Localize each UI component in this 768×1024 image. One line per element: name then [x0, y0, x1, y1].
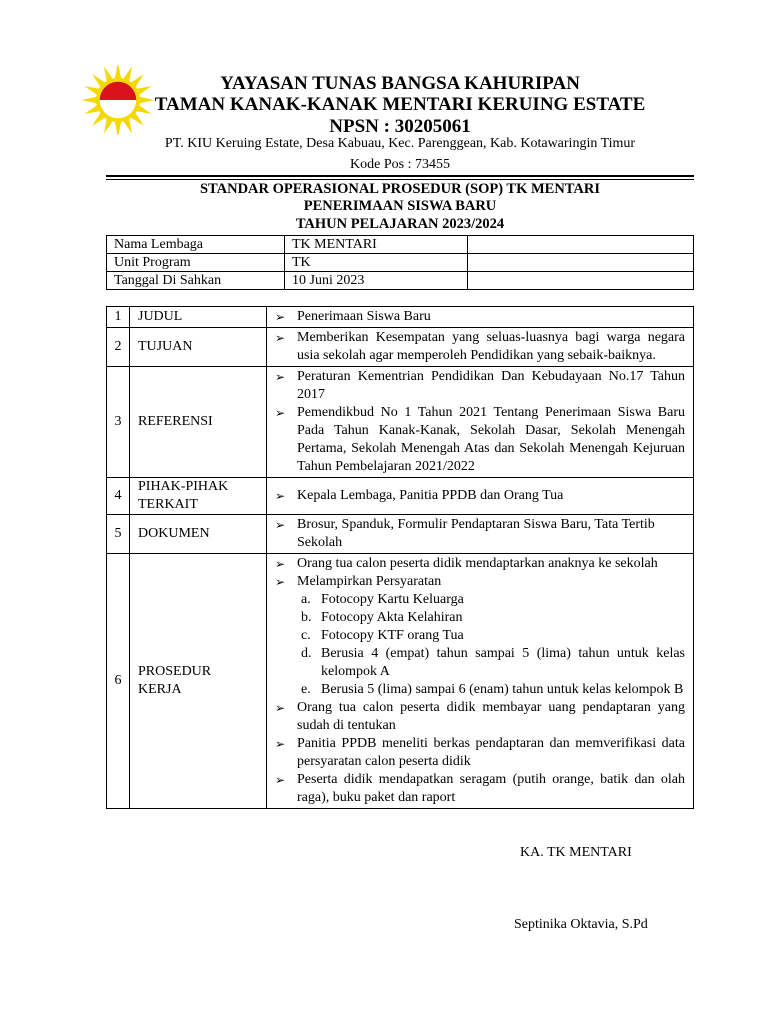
info-value: 10 Juni 2023: [285, 272, 468, 290]
sop-year: TAHUN PELAJARAN 2023/2024: [295, 216, 505, 232]
row-label: JUDUL: [130, 307, 267, 328]
sop-row-prosedur: [107, 554, 694, 809]
info-extra: [468, 236, 694, 254]
row-label: DOKUMEN: [130, 515, 267, 554]
sop-subtitle: PENERIMAAN SISWA BARU: [303, 198, 497, 214]
sub-item: [275, 645, 685, 681]
row-number: 4: [107, 478, 130, 515]
sub-text: Berusia 4 (empat) tahun sampai 5 (lima) tahun untuk kelas kelompok A: [321, 646, 685, 679]
row-number: 5: [107, 515, 130, 554]
sub-text: Fotocopy Kartu Keluarga: [321, 592, 464, 607]
bullet-item: ➢ Panitia PPDB meneliti berkas pendaptaran dan memverifikasi data persyaratan calon peserta didik: [275, 735, 685, 771]
logo-ray: [82, 97, 98, 104]
bullet-item: ➢ Memberikan Kesempatan yang seluas-luasnya bagi warga negara usia sekolah agar memperoleh Pendidikan yang sebaik-baiknya.: [275, 329, 685, 365]
npsn: NPSN : 30205061: [329, 116, 471, 137]
bullet-item: ➢ Orang tua calon peserta didik mendaptarkan anaknya ke sekolah: [275, 555, 685, 573]
header-divider-thin: [106, 179, 694, 180]
info-row: [107, 236, 694, 254]
row-label: TUJUAN: [130, 328, 267, 367]
sub-text: Fotocopy Akta Kelahiran: [321, 610, 463, 625]
sop-title: STANDAR OPERASIONAL PROSEDUR (SOP) TK MENTARI: [199, 181, 600, 197]
info-label: Nama Lembaga: [107, 236, 285, 254]
sub-text: Fotocopy KTF orang Tua: [321, 628, 464, 643]
sop-table: [106, 306, 694, 809]
sub-letter: b.: [301, 610, 312, 625]
info-row: [107, 272, 694, 290]
info-label: Tanggal Di Sahkan: [107, 272, 285, 290]
row-number: 3: [107, 367, 130, 478]
row-label: PROSEDUR KERJA: [130, 554, 267, 809]
logo-ray: [115, 121, 122, 137]
bullet-item: ➢ Orang tua calon peserta didik membayar uang pendaptaran yang sudah di tentukan: [275, 699, 685, 735]
sop-row-referensi: [107, 367, 694, 478]
sub-item: [275, 627, 685, 645]
row-number: 2: [107, 328, 130, 367]
info-table: [106, 235, 694, 290]
row-number: 6: [107, 554, 130, 809]
sub-item: [275, 591, 685, 609]
signature-role: KA. TK MENTARI: [520, 845, 632, 860]
sub-letter: a.: [301, 592, 311, 607]
sub-item: [275, 609, 685, 627]
sop-row-judul: [107, 307, 694, 328]
sop-row-pihak: [107, 478, 694, 515]
bullet-item: ➢ Melampirkan Persyaratan: [275, 573, 685, 591]
bullet-item: ➢ Peserta didik mendapatkan seragam (putih orange, batik dan olah raga), buku paket dan raport: [275, 771, 685, 807]
row-label: REFERENSI: [130, 367, 267, 478]
info-row: [107, 254, 694, 272]
row-content: [267, 367, 694, 478]
sub-letter: d.: [301, 646, 312, 661]
row-content: [267, 515, 694, 554]
row-content: [267, 328, 694, 367]
school-name: TAMAN KANAK-KANAK MENTARI KERUING ESTATE: [154, 94, 646, 115]
info-value: TK MENTARI: [285, 236, 468, 254]
bullet-item: ➢ Peraturan Kementrian Pendidikan Dan Kebudayaan No.17 Tahun 2017: [275, 368, 685, 404]
row-label: PIHAK-PIHAK TERKAIT: [130, 478, 267, 515]
header-divider-thick: [106, 175, 694, 177]
signature-name: Septinika Oktavia, S.Pd: [514, 917, 648, 932]
bullet-item: ➢ Kepala Lembaga, Panitia PPDB dan Orang Tua: [275, 487, 685, 505]
logo-ray: [115, 64, 122, 80]
address: PT. KIU Keruing Estate, Desa Kabuau, Kec. Parenggean, Kab. Kotawaringin Timur: [164, 136, 636, 151]
sub-item: [275, 681, 685, 699]
row-content: [267, 478, 694, 515]
sop-row-dokumen: [107, 515, 694, 554]
bullet-item: ➢ Pemendikbud No 1 Tahun 2021 Tentang Penerimaan Siswa Baru Pada Tahun Kanak-Kanak, Sekolah Dasar, Sekolah Menengah Pertama, Sekolah Menengah Atas dan Sekolah Menengah Kejuruan Tahun Pembelajaran 2021/2022: [275, 404, 685, 476]
sun-flag-logo: [80, 62, 156, 138]
info-label: Unit Program: [107, 254, 285, 272]
postal-code: Kode Pos : 73455: [350, 157, 450, 172]
sop-row-tujuan: [107, 328, 694, 367]
row-content: [267, 554, 694, 809]
row-content: [267, 307, 694, 328]
info-value: TK: [285, 254, 468, 272]
bullet-item: ➢ Brosur, Spanduk, Formulir Pendaptaran Siswa Baru, Tata Tertib Sekolah: [275, 516, 685, 552]
sub-letter: e.: [301, 682, 311, 697]
bullet-item: ➢ Penerimaan Siswa Baru: [275, 308, 685, 326]
sub-letter: c.: [301, 628, 311, 643]
row-number: 1: [107, 307, 130, 328]
info-extra: [468, 254, 694, 272]
foundation-name: YAYASAN TUNAS BANGSA KAHURIPAN: [220, 73, 580, 94]
sub-text: Berusia 5 (lima) sampai 6 (enam) tahun untuk kelas kelompok B: [321, 682, 684, 697]
info-extra: [468, 272, 694, 290]
